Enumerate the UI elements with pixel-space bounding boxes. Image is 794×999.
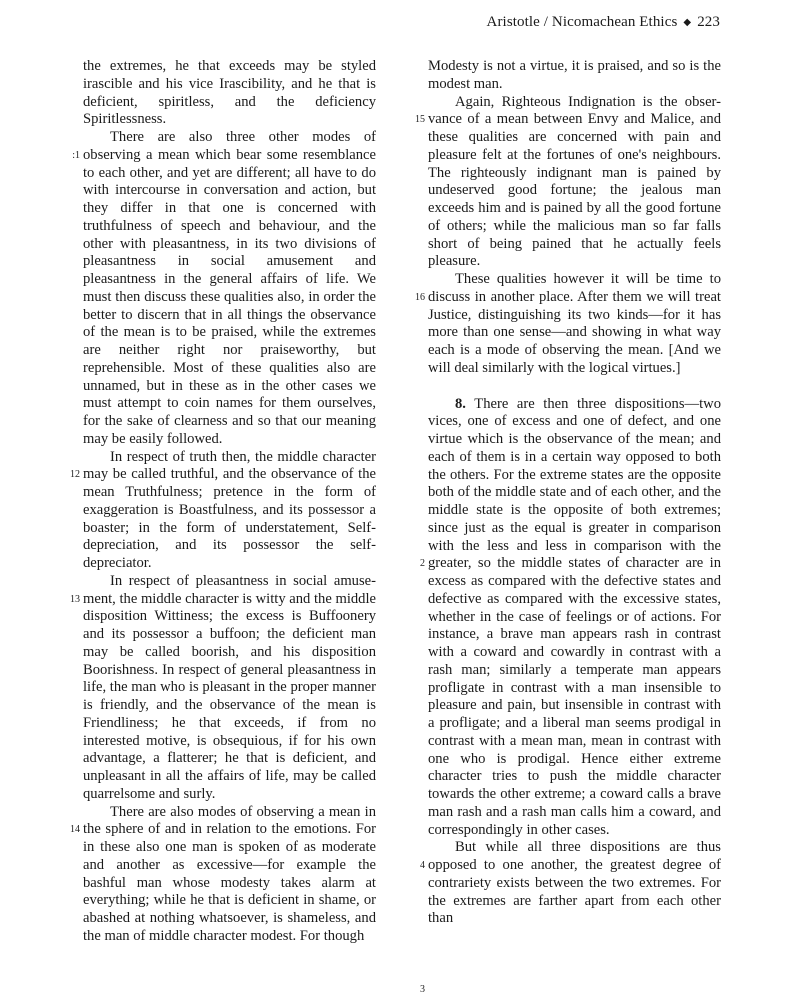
paragraph-text: vance of a mean between Envy and Malice, and these qualities are concerned with pain and pleasure felt at the fortunes of one's neighbours. The righteously indignant man is pained by undeserved good fortune; the jealous man exceeds him and is pained by all the good fortune of others; while the malicious man so far falls short of being pained that he actually feels pleasure. [428, 111, 721, 270]
paragraph-text: ment, the middle character is witty and the middle disposition Wittiness; the excess is Buffoonery and its possessor a buffoon; the deficient man may be called boorish, and his disposition Boorishness. In respect of general pleasantness in life, the man who is pleasant in the proper manner is friendly, and the observance of the mean is Friendliness; he that exceeds, if from no interested motive, is obsequious, if for his own advantage, a flatterer; he that is deficient, and unpleasant in all the affairs of life, may be called quarrelsome and surly. [83, 590, 377, 802]
running-header [487, 14, 720, 31]
paragraph [70, 448, 376, 573]
margin-section-number: 12 [70, 469, 80, 481]
paragraph-text: But while all three dispositions are thus [455, 839, 721, 856]
margin-section-number: 16 [415, 291, 425, 303]
paragraph [72, 129, 376, 449]
paragraph-text: discuss in another place. After them we will treat Justice, distinguishing its two kinds—for it has more than one sense—and showing in what way each is a mode of observing the mean. [And we will deal similarly with the logical virtues.] [428, 288, 721, 376]
paragraph-text: opposed to one another, the greatest degree of contrariety exists between the two extremes. For the extremes are farther apart from each other than [428, 857, 721, 927]
paragraph: Modesty is not a virtue, it is praised, and so is the modest man. [428, 58, 721, 92]
running-title: Aristotle / Nicomachean Ethics [486, 14, 678, 30]
margin-section-number: 15 [415, 114, 425, 126]
margin-section-number: 13 [70, 593, 80, 605]
paragraph-text: In respect of truth then, the middle character [110, 448, 376, 465]
margin-section-number: 14 [70, 824, 80, 836]
margin-section-number: 2 [420, 558, 425, 570]
paragraph: the extremes, he that exceeds may be styled irascible and his vice Irascibility, and he that is deficient, spiritless, and the deficiency Spiritlessness. [83, 58, 376, 128]
paragraph-text: There are then three dispositions—two vices, one of excess and one of defect, and one virtue which is the observance of the mean; and each of them is in a certain way opposed to both the others. For the extreme states are the opposite both of the middle state and of each other, and the middle state is the opposite of both [428, 395, 721, 518]
chapter-number: 8. [455, 395, 466, 412]
margin-section-number: :1 [72, 149, 80, 161]
paragraph-text: may be called truthful, and the observance of the mean Truthfulness; pretence in the form of exaggeration is Boastfulness, and its possessor a boaster; in the form of understatement, Self-depreciation, and its possessor the self-depreciator. [83, 466, 376, 571]
paragraph-text: the sphere of and in relation to the emotions. For in these also one man is spoken of as moderate and another as excessive—for example the bashful man whose modesty takes alarm at everything; while he that is deficient in shame, or abashed at nothing whatsoever, is shameless, and the man of middle character modest. For though [83, 821, 376, 944]
paragraph [415, 93, 721, 272]
paragraph-text: There are also three other modes of observing a mean which bear some resemblance to each other, and yet are different; all have to do with intercourse in conversation and action, but they differ in that one is concerned with truthfulness of speech and behaviour, and the other with pleasantness, in its two divisions of pleasantness in social amusement and pleasantness in the general affairs of life. We must then discuss these qualities also, in order the better to discern that in all things the observance of the mean is to be praised, while the extremes are neither right nor praiseworthy, but reprehensible. Most of these qualities also are unnamed, but in these as in the other cases we must attempt to coin names for them ourselves, for the sake of clearness and so that our meaning may be easily followed. [83, 129, 376, 447]
paragraph [415, 271, 721, 378]
margin-section-number: 4 [420, 860, 425, 871]
paragraph-text: Again, Righteous Indignation is the obser- [455, 93, 721, 110]
paragraph [420, 839, 721, 928]
right-column [415, 58, 722, 996]
paragraph [70, 803, 376, 946]
page-number: 223 [697, 14, 720, 30]
paragraph-text: contrast with one who is prodigal. Hence either extreme character tries to push the middle character towards the other extreme; a coward calls a brave man rash and a rash man calls him a coward, and correspondingly in other cases. [428, 732, 722, 838]
paragraph-text: extremes; since just as the equal is greater in comparison with the less and less in comparison with the greater, so the middle states of character are in excess as compared with the defective states and defective as compared with the excessive states, whether in the case of feelings or of actions. For instance, a brave man appears rash in contrast with a coward and cowardly in contrast with a rash man; similarly a temperate man appears profligate in contrast with a man insensible to pleasure and pain, but insensible in contrast with a profligate; and a liberal man seems prodigal in contrast with a mean man, mean in [428, 502, 721, 749]
paragraph [70, 572, 377, 804]
paragraph-text: There are also modes of observing a mean in [110, 803, 376, 820]
left-column [70, 58, 377, 946]
margin-section-number: 3 [420, 984, 425, 996]
paragraph-text: These qualities however it will be time to [455, 271, 721, 287]
diamond-ornament-icon: ◆ [683, 17, 692, 28]
paragraph-text: In respect of pleasantness in social amuse- [110, 572, 376, 589]
